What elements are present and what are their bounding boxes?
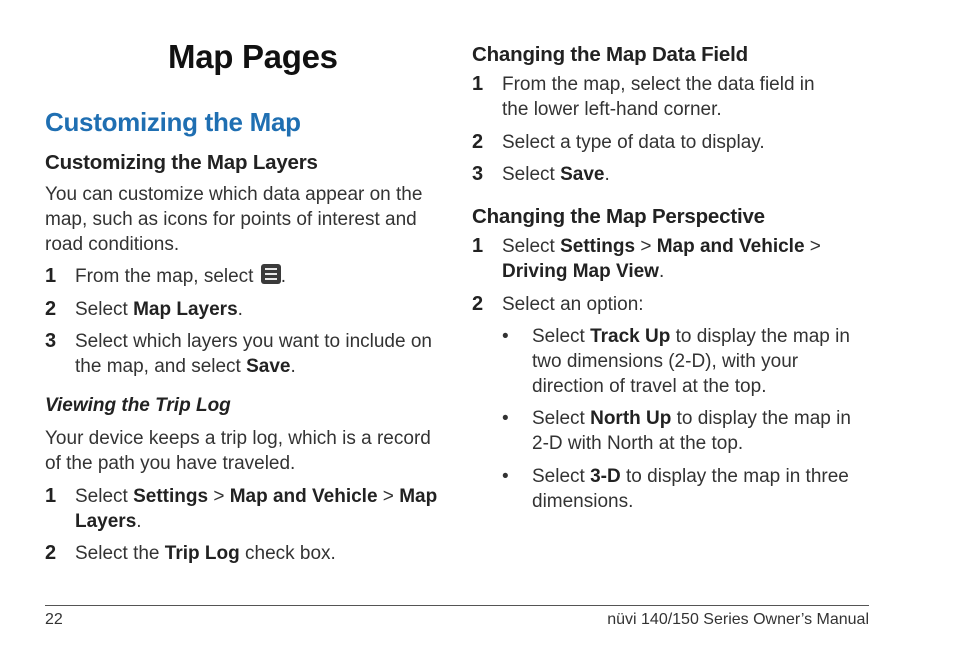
ui-term-3d: 3-D (590, 466, 621, 487)
step-number: 2 (45, 298, 57, 320)
ui-term-map-and-vehicle: Map and Vehicle (229, 486, 378, 507)
heading-trip-log: Viewing the Trip Log (45, 395, 231, 416)
map-layers-step-3 (45, 329, 445, 379)
section-title-customizing-map: Customizing the Map (45, 107, 301, 137)
step-text: Select (75, 486, 134, 507)
ui-term-track-up: Track Up (590, 326, 671, 347)
bullet-text-end: to display the map in three dimensions. (532, 466, 849, 512)
bullet-dot: • (502, 466, 509, 487)
page-number: 22 (45, 611, 63, 628)
trip-log-intro: Your device keeps a trip log, which is a record of the path you have traveled. (45, 428, 431, 474)
option-north-up (502, 406, 872, 456)
ui-term-map-layers: Map Layers (133, 299, 238, 320)
ui-term-save: Save (246, 356, 291, 377)
trip-log-step-2 (45, 541, 445, 566)
step-text: Select which layers you want to include on the map, and select (75, 331, 432, 377)
step-text: Select the (75, 543, 165, 564)
bullet-text: Select (532, 326, 591, 347)
step-text-end: . (290, 356, 296, 377)
step-text: From the map, select (75, 266, 259, 287)
step-text-end: . (658, 261, 665, 282)
ui-term-save: Save (560, 164, 605, 185)
bullet-dot: • (502, 326, 509, 347)
separator: > (377, 486, 400, 507)
perspective-step-1 (472, 234, 842, 284)
data-field-step-3 (472, 162, 842, 187)
ui-term-driving-map-view: Driving Map View (502, 261, 659, 282)
step-text: Select a type of data to display. (502, 132, 765, 153)
option-track-up (502, 324, 872, 399)
bullet-text-end: to display the map in 2-D with North at the top. (532, 408, 851, 454)
ui-term-settings: Settings (560, 236, 636, 257)
step-text-end: . (280, 266, 287, 287)
separator: > (804, 236, 821, 257)
ui-term-map-and-vehicle: Map and Vehicle (656, 236, 805, 257)
page-title: Map Pages (168, 38, 338, 75)
menu-icon[interactable] (261, 264, 281, 284)
bullet-text: Select (532, 408, 591, 429)
step-text: Select (502, 164, 561, 185)
option-3d (502, 464, 872, 514)
trip-log-step-1 (45, 484, 445, 534)
ui-term-trip-log: Trip Log (164, 543, 240, 564)
separator: > (208, 486, 230, 507)
ui-term-north-up: North Up (590, 408, 672, 429)
step-number: 3 (472, 163, 484, 185)
bullet-text-end: to display the map in two dimensions (2-D), with your direction of travel at the top. (532, 326, 850, 397)
footer-divider (45, 605, 869, 606)
map-layers-step-2 (45, 297, 445, 322)
step-number: 1 (472, 73, 484, 95)
separator: > (635, 236, 657, 257)
step-text: From the map, select the data field in the lower left-hand corner. (502, 74, 815, 120)
step-text: Select (75, 299, 134, 320)
map-layers-step-1 (45, 264, 445, 289)
bullet-dot: • (502, 408, 509, 429)
step-text-end: . (237, 299, 243, 320)
step-number: 3 (45, 330, 57, 352)
manual-title: nüvi 140/150 Series Owner’s Manual (607, 611, 869, 628)
heading-map-data-field: Changing the Map Data Field (472, 43, 748, 66)
step-text-end: . (604, 164, 610, 185)
step-text: Select an option: (502, 294, 644, 315)
bullet-text: Select (532, 466, 591, 487)
data-field-step-2 (472, 130, 842, 155)
ui-term-settings: Settings (133, 486, 209, 507)
step-number: 2 (45, 542, 57, 564)
step-number: 2 (472, 131, 484, 153)
data-field-step-1 (472, 72, 842, 122)
perspective-step-2 (472, 292, 842, 317)
step-number: 1 (472, 235, 484, 257)
step-text-end: check box. (239, 543, 336, 564)
step-text-end: . (136, 511, 142, 532)
heading-map-perspective: Changing the Map Perspective (472, 205, 765, 228)
step-number: 1 (45, 485, 57, 507)
map-layers-intro: You can customize which data appear on the map, such as icons for points of interest and road conditions. (45, 184, 423, 255)
heading-map-layers: Customizing the Map Layers (45, 151, 318, 174)
step-number: 2 (472, 293, 484, 315)
step-number: 1 (45, 265, 57, 287)
ui-term-map-layers: Map Layers (75, 486, 438, 532)
step-text: Select (502, 236, 561, 257)
